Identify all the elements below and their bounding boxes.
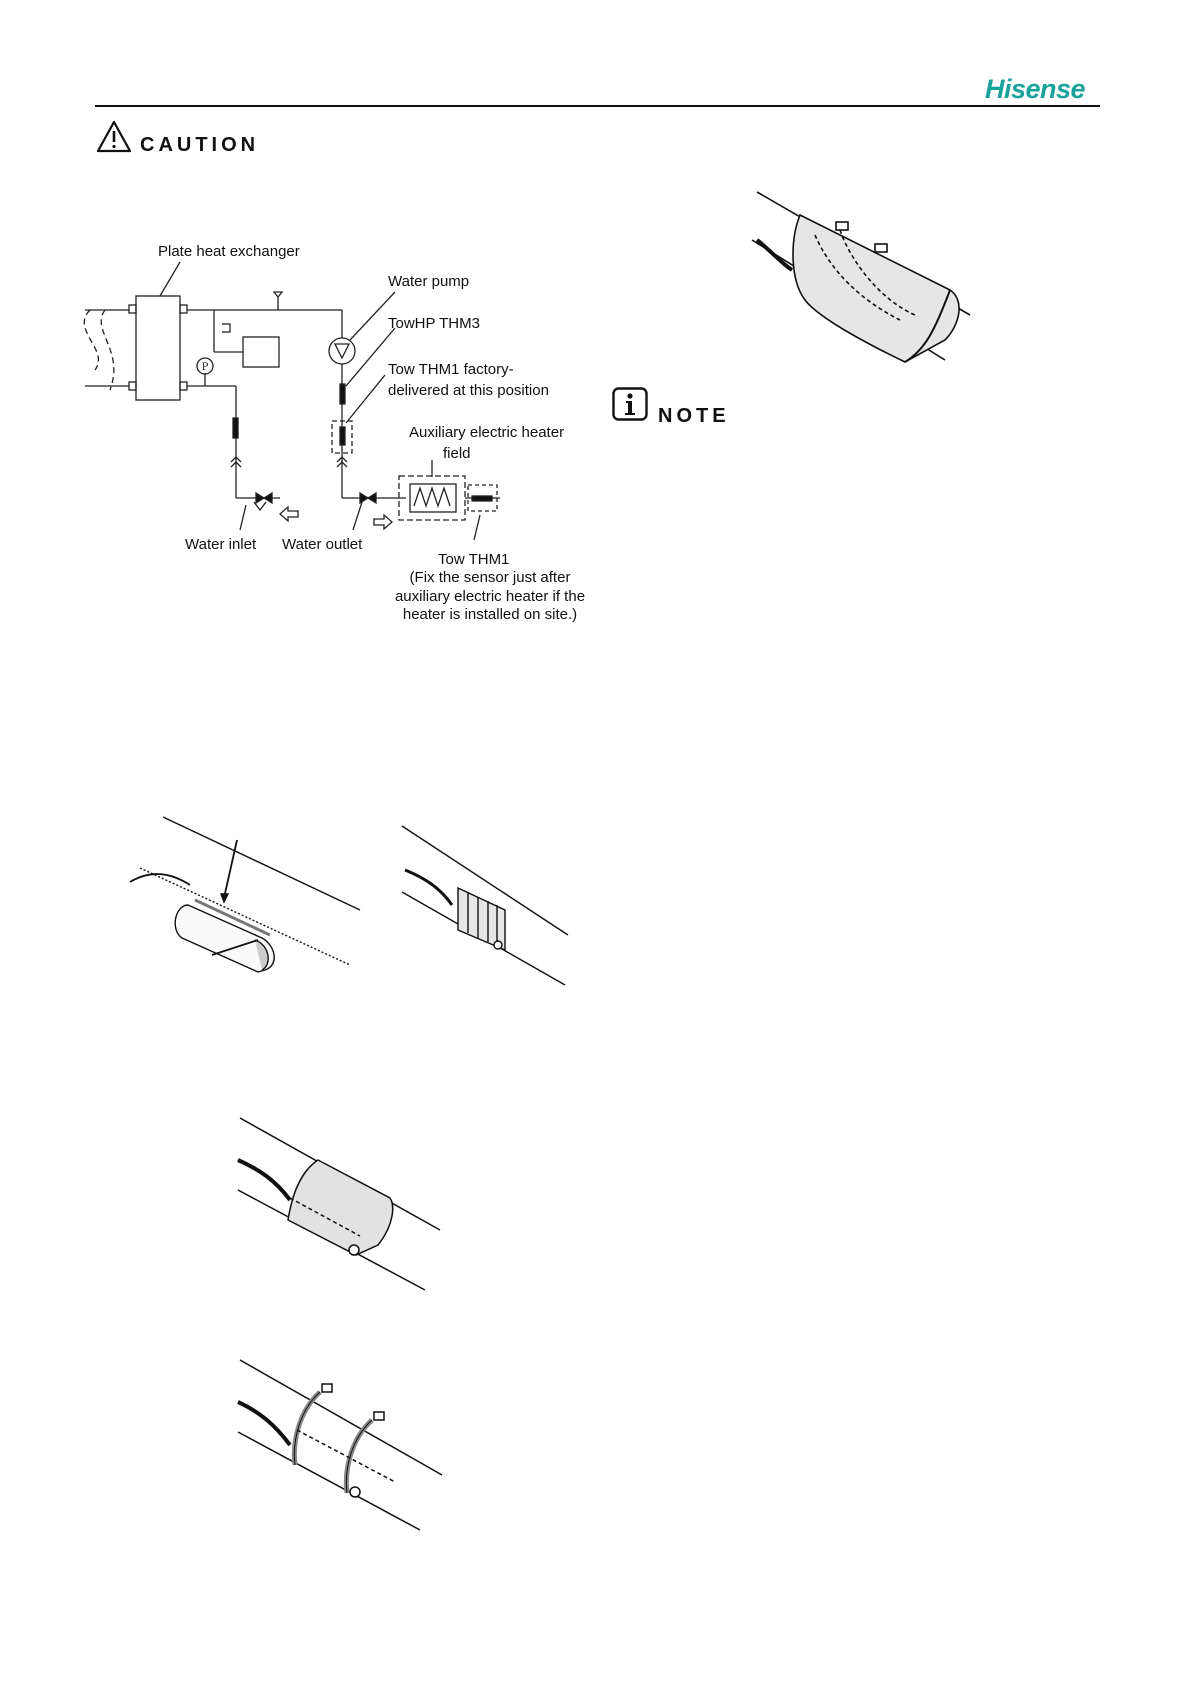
tape-wrap-illustration [395, 822, 575, 987]
header-rule [95, 105, 1100, 107]
water-circuit-diagram [70, 255, 590, 555]
pipe-insulation-illustration [745, 185, 985, 365]
label-aux-heater-2: field [443, 445, 471, 462]
label-aux-heater-1: Auxiliary electric heater [409, 424, 565, 441]
label-towhp-thm3: TowHP THM3 [388, 315, 480, 332]
warning-triangle-icon [96, 120, 132, 153]
label-water-pump: Water pump [388, 273, 470, 290]
label-sensor-note-1: (Fix the sensor just after [409, 569, 571, 586]
label-sensor-note-3: heater is installed on site.) [402, 606, 578, 623]
label-tow-thm1-site: Tow THM1 [438, 551, 510, 568]
label-water-inlet: Water inlet [185, 536, 257, 553]
label-water-outlet: Water outlet [282, 536, 363, 553]
caution-heading: CAUTION [140, 134, 260, 156]
cable-tie-illustration [232, 1355, 447, 1535]
label-sensor-note-2: auxiliary electric heater if the [394, 588, 586, 605]
label-tow-thm1-factory-1: Tow THM1 factory- [388, 361, 514, 378]
hisense-logo: Hisense [985, 74, 1086, 104]
label-tow-thm1-factory-2: delivered at this position [388, 382, 549, 399]
note-heading: NOTE [658, 405, 730, 427]
clip-illustration [232, 1115, 447, 1295]
info-icon [612, 387, 648, 421]
pressure-gauge-label: P [201, 362, 209, 373]
sensor-pipe-illustration [125, 812, 370, 982]
label-plate-heat-exchanger: Plate heat exchanger [158, 243, 300, 260]
